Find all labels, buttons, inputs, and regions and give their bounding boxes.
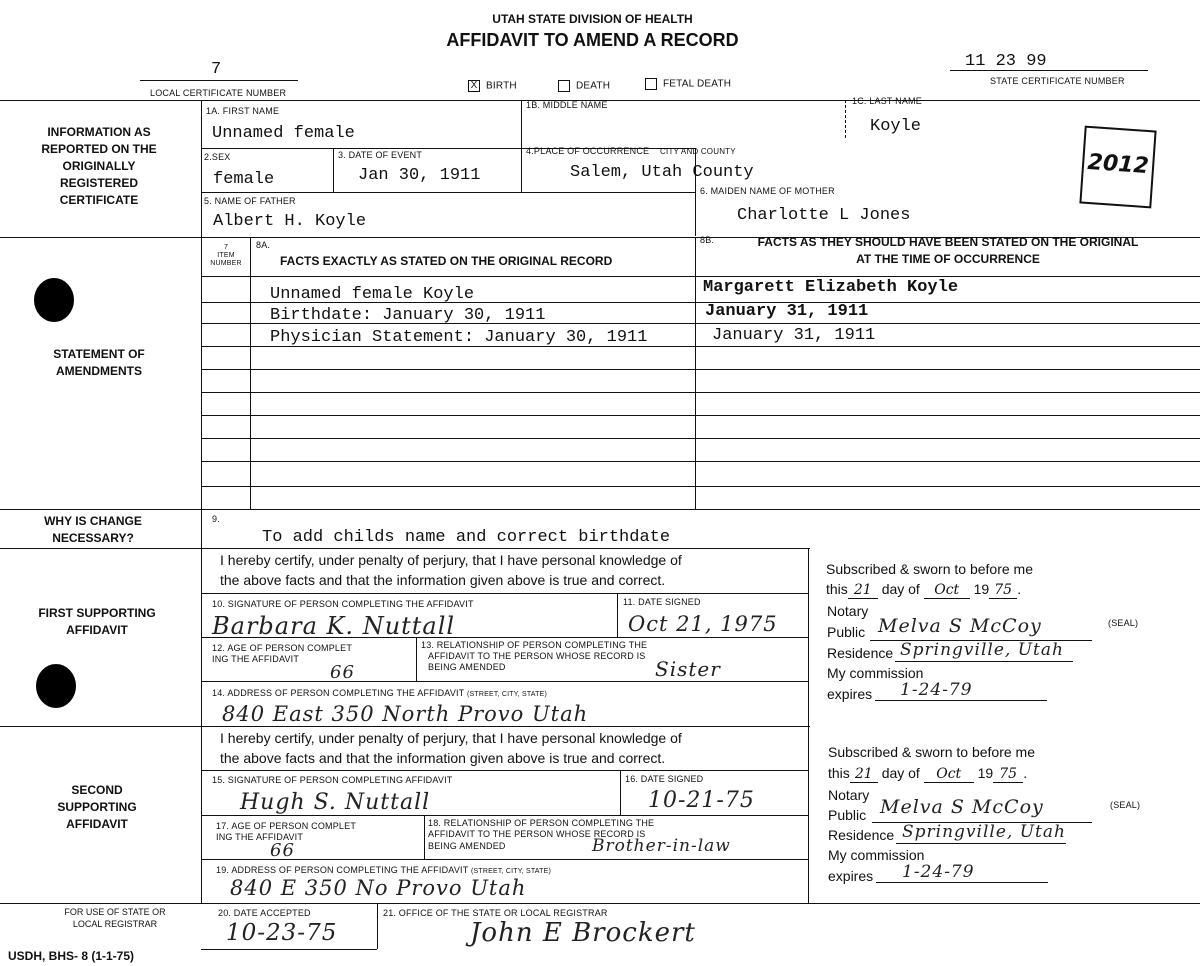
section-why: WHY IS CHANGE NECESSARY? — [44, 514, 142, 545]
first-address-label: 14. ADDRESS OF PERSON COMPLETING THE AFFIDAVIT (STREET, CITY, STATE) — [212, 688, 548, 698]
second-relationship: Brother-in-law — [592, 836, 731, 856]
first-certify-line-1: I hereby certify, under penalty of perjury, that I have personal knowledge of — [220, 552, 682, 568]
first-date-signed: Oct 21, 1975 — [628, 612, 778, 636]
first-name-value: Unnamed female — [212, 124, 355, 143]
place-value: Salem, Utah County — [570, 163, 754, 182]
second-address: 840 E 350 No Provo Utah — [230, 876, 527, 900]
first-relationship: Sister — [655, 657, 721, 681]
mother-label: 6. MAIDEN NAME OF MOTHER — [700, 186, 835, 196]
first-age-label-1: 12. AGE OF PERSON COMPLET — [212, 643, 353, 653]
birth-check-mark: X — [468, 80, 480, 92]
second-commission-label: My commission — [828, 847, 925, 863]
first-sworn-text: Subscribed & sworn to before me — [826, 561, 1033, 577]
second-sworn-text: Subscribed & sworn to before me — [828, 744, 1035, 760]
first-sworn-day: 21 — [848, 582, 878, 599]
second-sworn-date: this 21 day of Oct 19 75 . — [828, 765, 1028, 782]
first-sworn-date: this 21 day of Oct 19 75 . — [826, 581, 1022, 598]
second-rel-label-3: BEING AMENDED — [428, 841, 506, 851]
first-signature: Barbara K. Nuttall — [212, 612, 456, 640]
second-seal: (SEAL) — [1110, 800, 1141, 810]
second-rel-label-1: 18. RELATIONSHIP OF PERSON COMPLETING THE — [428, 818, 655, 828]
second-rel-label-2: AFFIDAVIT TO THE PERSON WHOSE RECORD IS — [428, 829, 646, 839]
first-age: 66 — [330, 662, 355, 683]
second-sworn-year: 75 — [993, 766, 1023, 783]
first-rel-label-2: AFFIDAVIT TO THE PERSON WHOSE RECORD IS — [428, 651, 646, 661]
first-sworn-month: Oct — [924, 582, 970, 599]
second-notary-label: Notary — [828, 787, 870, 803]
second-sworn-day: 21 — [850, 766, 878, 783]
item-number-label — [206, 244, 246, 268]
form-title: AFFIDAVIT TO AMEND A RECORD — [446, 30, 739, 50]
second-age-label-2: ING THE AFFIDAVIT — [216, 832, 304, 842]
death-label: DEATH — [576, 80, 611, 92]
section-amendments: STATEMENT OF AMENDMENTS — [53, 347, 145, 378]
amendment-corrected-2: January 31, 1911 — [705, 302, 869, 321]
date-of-event-label: 3. DATE OF EVENT — [338, 150, 423, 160]
first-seal: (SEAL) — [1108, 618, 1139, 628]
first-expires: 1-24-79 — [900, 680, 973, 700]
col-b-heading-2: AT THE TIME OF OCCURRENCE — [856, 252, 1040, 266]
second-residence-label: Residence — [828, 827, 895, 843]
amendment-corrected-1: Margarett Elizabeth Koyle — [703, 278, 959, 297]
first-residence: Springville, Utah — [900, 640, 1064, 660]
mother-value: Charlotte L Jones — [737, 206, 911, 225]
first-sworn-year: 75 — [989, 582, 1017, 599]
middle-name-label: 1B. MIDDLE NAME — [526, 100, 608, 110]
col-b-number: 8B. — [700, 235, 715, 245]
second-public-label: Public — [828, 807, 867, 823]
father-value: Albert H. Koyle — [213, 212, 367, 231]
agency-name: UTAH STATE DIVISION OF HEALTH — [492, 12, 693, 26]
second-expires-label: expires — [828, 868, 874, 884]
amendment-original-1: Unnamed female Koyle — [270, 285, 475, 304]
amendment-original-3: Physician Statement: January 30, 1911 — [270, 328, 648, 347]
local-cert-number: 7 — [211, 60, 222, 79]
second-age: 66 — [270, 840, 295, 861]
second-notary-signature: Melva S McCoy — [880, 796, 1044, 818]
checkbox-death[interactable] — [558, 80, 610, 92]
punch-hole-bottom — [36, 664, 76, 708]
state-cert-label: STATE CERTIFICATE NUMBER — [990, 76, 1125, 86]
second-age-label-1: 17. AGE OF PERSON COMPLET — [216, 821, 357, 831]
second-certify-line-1: I hereby certify, under penalty of perjury, that I have personal knowledge of — [220, 730, 682, 746]
first-address: 840 East 350 North Provo Utah — [222, 702, 589, 726]
second-signature: Hugh S. Nuttall — [240, 790, 431, 815]
frame-label-divider — [201, 100, 202, 903]
sex-label: 2.SEX — [204, 152, 231, 162]
first-notary-signature: Melva S McCoy — [878, 615, 1042, 637]
first-public-label: Public — [827, 624, 866, 640]
col-a-number: 8A. — [256, 240, 271, 250]
second-expires: 1-24-79 — [902, 862, 975, 882]
second-sig-label: 15. SIGNATURE OF PERSON COMPLETING AFFIDAVIT — [212, 775, 453, 785]
item-no: 7 — [223, 244, 229, 251]
checkbox-fetal-death[interactable] — [645, 78, 731, 90]
checkbox-birth[interactable] — [468, 80, 517, 92]
accepted-label: 20. DATE ACCEPTED — [218, 908, 311, 918]
col-a-heading: FACTS EXACTLY AS STATED ON THE ORIGINAL RECORD — [280, 254, 613, 268]
second-residence: Springville, Utah — [902, 822, 1066, 842]
registrar-signature: John E Brockert — [470, 918, 696, 948]
first-date-label: 11. DATE SIGNED — [623, 597, 701, 607]
local-cert-label: LOCAL CERTIFICATE NUMBER — [150, 88, 287, 98]
amendment-corrected-3: January 31, 1911 — [712, 326, 876, 345]
first-certify-line-2: the above facts and that the information given above is true and correct. — [220, 572, 666, 588]
first-rel-label-1: 13. RELATIONSHIP OF PERSON COMPLETING THE — [421, 640, 648, 650]
first-residence-label: Residence — [827, 645, 894, 661]
date-of-event-value: Jan 30, 1911 — [358, 166, 481, 185]
second-certify-line-2: the above facts and that the information given above is true and correct. — [220, 750, 666, 766]
first-expires-label: expires — [827, 686, 873, 702]
section-original-info: INFORMATION AS REPORTED ON THE ORIGINALLY REGISTERED CERTIFICATE — [41, 125, 157, 207]
registration-stamp — [1079, 126, 1156, 209]
last-name-value: Koyle — [870, 117, 922, 136]
first-notary-label: Notary — [827, 603, 869, 619]
section-second-affidavit: SECOND SUPPORTING AFFIDAVIT — [57, 783, 137, 831]
section-registrar: FOR USE OF STATE OR LOCAL REGISTRAR — [64, 907, 166, 929]
second-date-label: 16. DATE SIGNED — [625, 774, 704, 784]
col-b-heading-1: FACTS AS THEY SHOULD HAVE BEEN STATED ON THE ORIGINAL — [757, 235, 1139, 249]
office-label: 21. OFFICE OF THE STATE OR LOCAL REGISTRAR — [383, 908, 608, 918]
second-address-label: 19. ADDRESS OF PERSON COMPLETING THE AFFIDAVIT (STREET, CITY, STATE) — [216, 865, 552, 875]
first-rel-label-3: BEING AMENDED — [428, 662, 506, 672]
stamp-number: 2012 — [1086, 149, 1150, 180]
second-sworn-month: Oct — [924, 766, 974, 783]
section-first-affidavit: FIRST SUPPORTING AFFIDAVIT — [38, 606, 156, 637]
reason-text: To add childs name and correct birthdate — [262, 528, 671, 547]
reason-number: 9. — [212, 514, 220, 524]
sex-value: female — [213, 170, 275, 189]
second-date-signed: 10-21-75 — [648, 788, 755, 813]
punch-hole-top — [34, 278, 74, 322]
first-sig-label: 10. SIGNATURE OF PERSON COMPLETING THE AFFIDAVIT — [212, 599, 474, 609]
item-number-text: ITEM NUMBER — [210, 252, 242, 267]
date-accepted: 10-23-75 — [226, 920, 338, 946]
fetal-death-label: FETAL DEATH — [663, 78, 732, 90]
first-age-label-2: ING THE AFFIDAVIT — [212, 654, 300, 664]
father-label: 5. NAME OF FATHER — [204, 196, 296, 206]
birth-label: BIRTH — [486, 80, 517, 92]
form-id: USDH, BHS- 8 (1-1-75) — [8, 949, 135, 963]
amendment-original-2: Birthdate: January 30, 1911 — [270, 306, 546, 325]
first-name-label: 1A. FIRST NAME — [206, 106, 280, 116]
place-label: 4.PLACE OF OCCURRENCE CITY AND COUNTY — [526, 146, 736, 156]
state-cert-number: 11 23 99 — [965, 52, 1047, 71]
last-name-label: 1C. LAST NAME — [852, 96, 922, 106]
first-commission-label: My commission — [827, 665, 924, 681]
